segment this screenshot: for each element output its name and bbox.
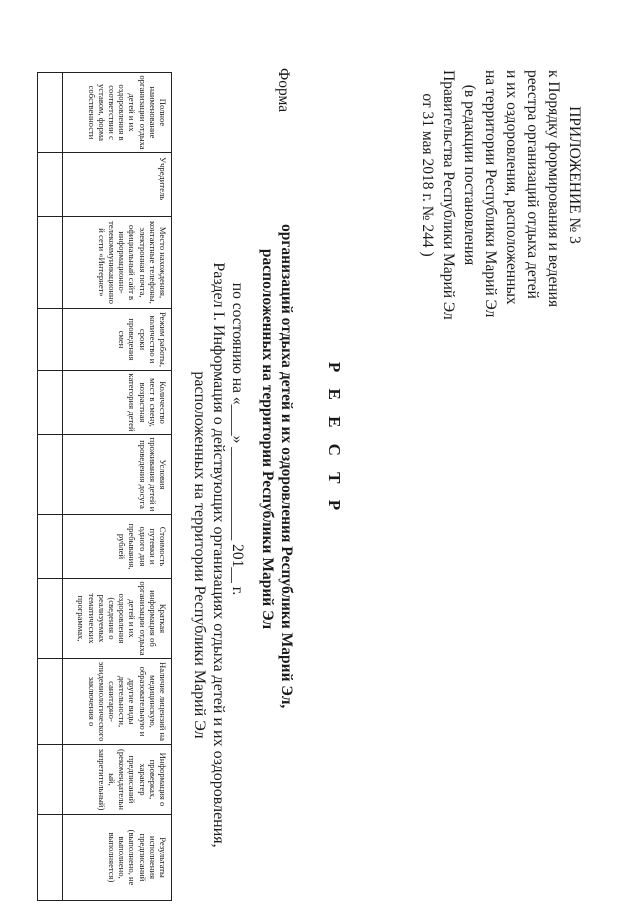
registry-subtitle-line: расположенных на территории Республики Марий Эл (259, 248, 276, 630)
appendix-header (417, 70, 585, 320)
table-cell (38, 371, 63, 435)
appendix-line: на территории Республики Марий Эл (482, 70, 499, 318)
column-header-full-name: Полное наименование организации отдыха детей и их оздоровления в соответствии с уставом, форма собственности (63, 73, 172, 153)
section-title (190, 260, 228, 850)
appendix-line: и их оздоровления, расположенных (503, 70, 520, 305)
section-title-line: Раздел I. Информация о действующих организациях отдыха детей и их оздоровления, (210, 262, 227, 848)
column-header-schedule: Режим работы, количество и сроки проведения смен (63, 309, 172, 371)
column-header-inspections: Информация о проверках, характер предписаний (рекомендательный, запретительный) (63, 745, 172, 815)
title-block (228, 224, 344, 709)
table-cell (38, 659, 63, 745)
table-cell (38, 435, 63, 515)
appendix-line: Правительства Республики Марий Эл (440, 70, 457, 320)
table-row (38, 73, 63, 901)
appendix-line: от 31 мая 2018 г. № 244 ) (419, 93, 436, 257)
form-label: Форма (275, 68, 292, 113)
table-cell (38, 745, 63, 815)
table-cell (38, 309, 63, 371)
as-of-date-line: по состоянию на «____» ____________ 201__ г. (229, 282, 246, 596)
registry-table (37, 72, 172, 901)
registry-subtitle-line: организаций отдыха детей и их оздоровления Республики Марий Эл, (278, 224, 295, 709)
column-header-cost: Стоимость путевки и одного дня пребывания, рублей (63, 515, 172, 579)
table-header-row (63, 73, 172, 901)
column-header-living-conditions: Условия проживания детей и проведения досуга (63, 435, 172, 515)
column-header-results: Результаты исполнения предписаний (выполнено, не выполнено, выполняется) (63, 815, 172, 901)
column-header-licenses: Наличие лицензий на медицинскую, образовательную и другие виды деятельности, санитарно-эпидемиологического заключения о (63, 659, 172, 745)
table-cell (38, 815, 63, 901)
column-header-brief-info: Краткая информация об организации отдыха детей и их оздоровления (сведения о реализуемых тематических программах, (63, 579, 172, 659)
table-cell (38, 217, 63, 309)
section-title-line: расположенных на территории Республики Марий Эл (191, 371, 208, 739)
column-header-founder: Учредитель (63, 153, 172, 217)
table-cell (38, 579, 63, 659)
appendix-line: (в редакции постановления (461, 84, 478, 266)
appendix-line: реестра организаций отдыха детей (524, 70, 541, 299)
column-header-capacity: Количество мест в смену, возрастная категория детей (63, 371, 172, 435)
table-cell (38, 153, 63, 217)
registry-title: Р Е Е С Т Р (325, 361, 344, 517)
column-header-location-contacts: Место нахождения, контактные телефоны, электронная почта, официальный сайт в информационно-телекоммуникационной сети «Интернет» (63, 217, 172, 309)
table-cell (38, 73, 63, 153)
table-cell (38, 515, 63, 579)
appendix-line: к Порядку формирования и ведения (545, 70, 562, 308)
appendix-line: ПРИЛОЖЕНИЕ № 3 (566, 106, 583, 244)
